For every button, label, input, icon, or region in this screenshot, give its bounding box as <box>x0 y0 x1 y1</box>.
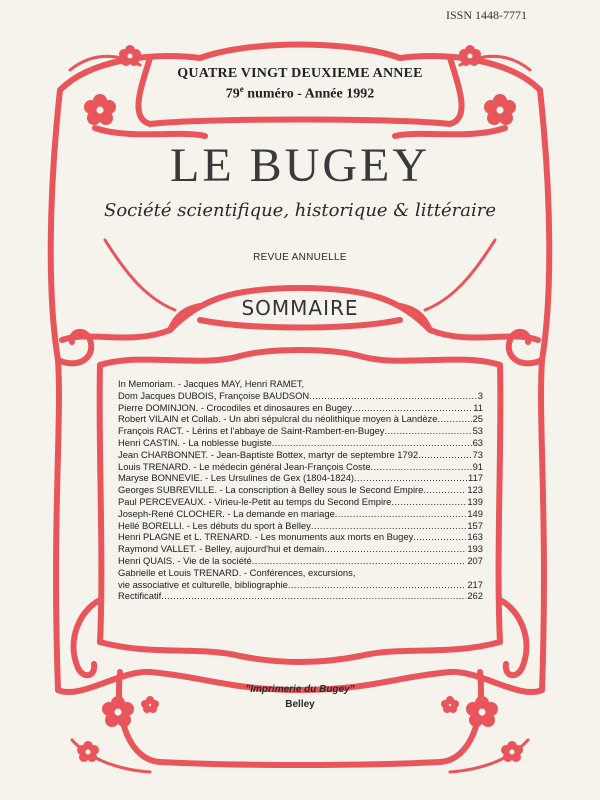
toc-entry <box>118 472 483 484</box>
journal-subtitle: Société scientifique, historique & littéraire <box>103 200 497 221</box>
toc-entry <box>118 461 483 473</box>
toc-entry-title: Louis TRENARD. - Le médecin général Jean-François Coste <box>118 460 371 472</box>
contents-heading: SOMMAIRE <box>241 296 359 320</box>
toc-entry <box>118 520 483 532</box>
toc-entry-page: 262 <box>467 590 483 602</box>
toc-entry <box>118 579 483 591</box>
toc-entry-page: 207 <box>467 554 483 566</box>
toc-dot-leader <box>335 508 467 520</box>
toc-dot-leader <box>272 437 472 449</box>
issue-header <box>130 66 470 103</box>
publication-type: REVUE ANNUELLE <box>253 252 347 263</box>
toc-dot-leader <box>413 531 466 543</box>
toc-entry-title: Rectificatif <box>118 590 162 602</box>
toc-dot-leader <box>311 520 467 532</box>
toc-entry-page: 73 <box>472 448 483 460</box>
toc-dot-leader <box>385 425 472 437</box>
issue-line <box>130 84 470 103</box>
toc-entry <box>118 555 483 567</box>
toc-entry <box>118 567 483 579</box>
toc-entry <box>118 437 483 449</box>
issue-number: 79 <box>225 86 240 102</box>
toc-entry-title: Raymond VALLET. - Belley, aujourd'hui et demain <box>118 543 325 555</box>
issue-number-suffix: e <box>239 84 244 94</box>
toc-entry-page: 193 <box>467 543 483 555</box>
toc-entry-title: Dom Jacques DUBOIS, Françoise BAUDSON <box>118 389 310 401</box>
toc-dot-leader <box>288 579 466 591</box>
toc-dot-leader <box>252 555 467 567</box>
toc-dot-leader <box>423 484 466 496</box>
toc-entry <box>118 590 483 602</box>
toc-dot-leader <box>418 449 471 461</box>
toc-entry-title: Hellé BORELLI. - Les débuts du sport à Belley <box>118 519 311 531</box>
toc-entry <box>118 425 483 437</box>
toc-entry-page: 117 <box>468 472 483 484</box>
toc-entry-page: 163 <box>467 531 483 543</box>
table-of-contents <box>118 378 483 602</box>
toc-dot-leader <box>161 590 466 602</box>
printer-name: "Imprimerie du Bugey" <box>245 684 355 695</box>
toc-entry-page: 149 <box>467 507 483 519</box>
toc-entry <box>118 484 483 496</box>
toc-entry-page: 139 <box>467 495 483 507</box>
toc-dot-leader <box>352 402 472 414</box>
toc-entry-title: Joseph-René CLOCHER. - La demande en mariage <box>118 507 335 519</box>
toc-entry <box>118 508 483 520</box>
toc-entry-title: Henri CASTIN. - La noblesse bugiste <box>118 436 272 448</box>
toc-entry-title: vie associative et culturelle, bibliographie <box>118 578 288 590</box>
toc-dot-leader <box>391 496 466 508</box>
issue-year: numéro - Année 1992 <box>243 86 375 102</box>
toc-entry <box>118 531 483 543</box>
toc-entry-page: 11 <box>473 401 483 413</box>
toc-entry <box>118 449 483 461</box>
toc-entry-page: 91 <box>472 460 483 472</box>
toc-entry-page: 53 <box>472 425 483 437</box>
toc-entry-title: François RACT. - Lérins et l'abbaye de Saint-Rambert-en-Bugey <box>118 425 385 437</box>
toc-entry <box>118 496 483 508</box>
toc-entry <box>118 543 483 555</box>
printer-city: Belley <box>285 699 315 710</box>
issn-number: ISSN 1448-7771 <box>446 8 528 22</box>
toc-dot-leader <box>437 413 471 425</box>
toc-entry-page: 157 <box>467 519 483 531</box>
toc-dot-leader <box>371 461 472 473</box>
printer-info <box>150 684 450 710</box>
toc-entry-title: Gabrielle et Louis TRENARD. - Conférences, excursions, <box>118 566 356 578</box>
toc-entry-title: In Memoriam. - Jacques MAY, Henri RAMET, <box>118 378 305 389</box>
journal-title: LE BUGEY <box>170 139 430 192</box>
toc-entry-title: Maryse BONNEVIE. - Les Ursulines de Gex (1804-1824) <box>118 472 355 484</box>
toc-entry-title: Robert VILAIN et Collab. - Un abri sépulcral du néolithique moyen à Landèze <box>118 413 438 425</box>
toc-dot-leader <box>324 543 466 555</box>
toc-entry-page: 25 <box>472 413 483 425</box>
toc-entry <box>118 390 483 402</box>
toc-entry <box>118 413 483 425</box>
toc-dot-leader <box>309 390 477 402</box>
toc-entry-title: Henri PLAGNE et L. TRENARD. - Les monuments aux morts en Bugey <box>118 531 414 543</box>
toc-entry <box>118 378 483 390</box>
toc-entry-title: Henri QUAIS. - Vie de la société <box>118 554 252 566</box>
toc-entry-title: Pierre DOMINJON. - Crocodiles et dinosaures en Bugey <box>118 401 352 413</box>
toc-entry-page: 123 <box>467 484 483 496</box>
toc-entry-title: Jean CHARBONNET. - Jean-Baptiste Bottex, martyr de septembre 1792 <box>118 448 419 460</box>
year-line: QUATRE VINGT DEUXIEME ANNEE <box>177 66 423 81</box>
toc-entry-page: 217 <box>467 578 483 590</box>
toc-entry-title: Georges SUBREVILLE. - La conscription à Belley sous le Second Empire <box>118 484 424 496</box>
toc-dot-leader <box>354 472 467 484</box>
toc-entry-title: Paul PERCEVEAUX. - Virieu-le-Petit au temps du Second Empire <box>118 495 392 507</box>
toc-entry <box>118 402 483 414</box>
toc-entry-page: 3 <box>477 389 483 401</box>
toc-entry-page: 63 <box>472 436 483 448</box>
